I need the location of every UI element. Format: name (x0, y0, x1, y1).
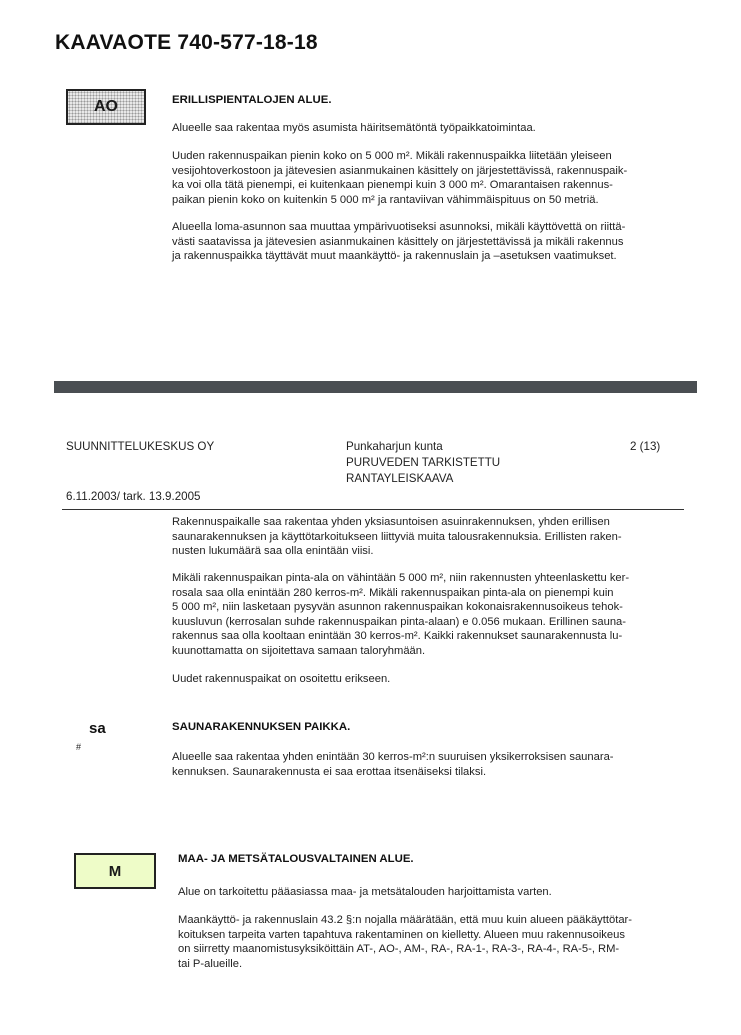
ao-p2-line: Uuden rakennuspaikan pienin koko on 5 000 m². Mikäli rakennuspaikka liitetään yleiseen (172, 150, 612, 162)
header-company: SUUNNITTELUKESKUS OY (66, 440, 215, 453)
sa-paragraph-1 (172, 750, 614, 779)
ao-paragraph-1: Alueelle saa rakentaa myös asumista häiritsemätöntä työpaikkatoimintaa. (172, 122, 536, 134)
cont-p1-line: Rakennuspaikalle saa rakentaa yhden yksiasuntoisen asuinrakennuksen, yhden erillisen (172, 516, 610, 528)
m-heading: MAA- JA METSÄTALOUSVALTAINEN ALUE. (178, 853, 414, 865)
header-rule (62, 509, 684, 510)
ao-paragraph-2 (172, 149, 627, 207)
ao-heading: ERILLISPIENTALOJEN ALUE. (172, 94, 332, 106)
cont-p2-line: kuusluvun (kerrosalan suhde rakennuspaikan pinta-alaan) e 0.056 mukaan. Erillinen sauna- (172, 615, 626, 628)
cont-paragraph-1 (172, 515, 622, 559)
cont-paragraph-3: Uudet rakennuspaikat on osoitettu erikseen. (172, 673, 391, 685)
ao-symbol-label: AO (94, 98, 118, 115)
header-page-number: 2 (13) (630, 440, 661, 453)
ao-zone-symbol (66, 89, 146, 125)
ao-p2-line: vesijohtoverkostoon ja jätevesien asianmukainen käsittely on järjestettävissä, rakennuspaik- (172, 164, 628, 177)
m-paragraph-2 (178, 913, 632, 971)
ao-p3-line: västi saatavissa ja jätevesien asianmukainen käsittely on järjestettävissä ja mikäli rakennus (172, 235, 624, 248)
sa-heading: SAUNARAKENNUKSEN PAIKKA. (172, 721, 351, 733)
header-plan (346, 439, 500, 487)
m-p2-line: koituksen tarpeita varten tapahtuva rakentaminen on kielletty. Alueen muu rakennusoikeus (178, 928, 625, 941)
header-date: 6.11.2003/ tark. 13.9.2005 (66, 490, 201, 503)
m-symbol-label: M (108, 862, 122, 880)
cont-p2-line: rakennus saa olla kooltaan enintään 30 kerros-m². Kaikki rakennukset saunarakennusta lu- (172, 630, 623, 643)
m-zone-symbol (74, 853, 156, 889)
m-p2-line: Maankäyttö- ja rakennuslain 43.2 §:n nojalla määrätään, että muu kuin alueen pääkäyttötar- (178, 914, 632, 926)
sa-zone-symbol: sa (89, 720, 106, 737)
cont-p2-line: 5 000 m², niin lasketaan pysyvän asunnon rakennuspaikan kokonaisrakennusoikeus tehok- (172, 601, 623, 614)
header-municipality: Punkaharjun kunta (346, 440, 443, 453)
m-p2-line: tai P-alueille. (178, 957, 243, 970)
cont-p2-line: rosala saa olla enintään 280 kerros-m². Mikäli rakennuspaikan pinta-ala on pienempi kuin (172, 586, 614, 599)
sa-p1-line: Alueelle saa rakentaa yhden enintään 30 kerros-m²:n suuruisen yksikerroksisen saunara- (172, 751, 614, 763)
page-break-bar (54, 381, 697, 393)
m-p2-line: on siirretty maanomistusyksiköittäin AT-, AO-, AM-, RA-, RA-1-, RA-3-, RA-4-, RA-5-, RM- (178, 943, 620, 956)
ao-p2-line: ka voi olla tätä pienempi, ei kuitenkaan pienempi kuin 3 000 m². Omarantaisen rakennus- (172, 179, 613, 192)
sa-p1-line: kennuksen. Saunarakennusta ei saa erottaa itsenäiseksi tilaksi. (172, 765, 487, 778)
cont-p1-line: saunarakennuksen ja käyttötarkoitukseen liittyviä muita talousrakennuksia. Erillisten raken- (172, 530, 622, 543)
cont-p1-line: nusten lukumäärä saa olla enintään viisi. (172, 545, 374, 558)
header-plan-line-1: PURUVEDEN TARKISTETTU (346, 455, 501, 469)
ao-p3-line: ja rakennuspaikka täyttävät muut maankäyttö- ja rakennuslain ja –asetuksen vaatimukset. (172, 250, 617, 263)
header-plan-line-2: RANTAYLEISKAAVA (346, 472, 454, 485)
ao-p3-line: Alueella loma-asunnon saa muuttaa ympärivuotiseksi asunnoksi, mikäli käyttövettä on riittä- (172, 221, 626, 233)
ao-paragraph-3 (172, 220, 625, 264)
sa-mark: # (76, 742, 82, 752)
page-title: KAAVAOTE 740-577-18-18 (55, 31, 318, 54)
cont-p2-line: kuunottamatta on sijoitettava samaan taloryhmään. (172, 644, 426, 657)
m-paragraph-1: Alue on tarkoitettu pääasiassa maa- ja metsätalouden harjoittamista varten. (178, 886, 552, 898)
cont-paragraph-2 (172, 571, 629, 659)
cont-p2-line: Mikäli rakennuspaikan pinta-ala on vähintään 5 000 m², niin rakennusten yhteenlaskettu ker- (172, 572, 630, 584)
ao-p2-line: paikan pienin koko on kuitenkin 5 000 m² ja rantaviivan vähimmäispituus on 50 metriä. (172, 193, 599, 206)
